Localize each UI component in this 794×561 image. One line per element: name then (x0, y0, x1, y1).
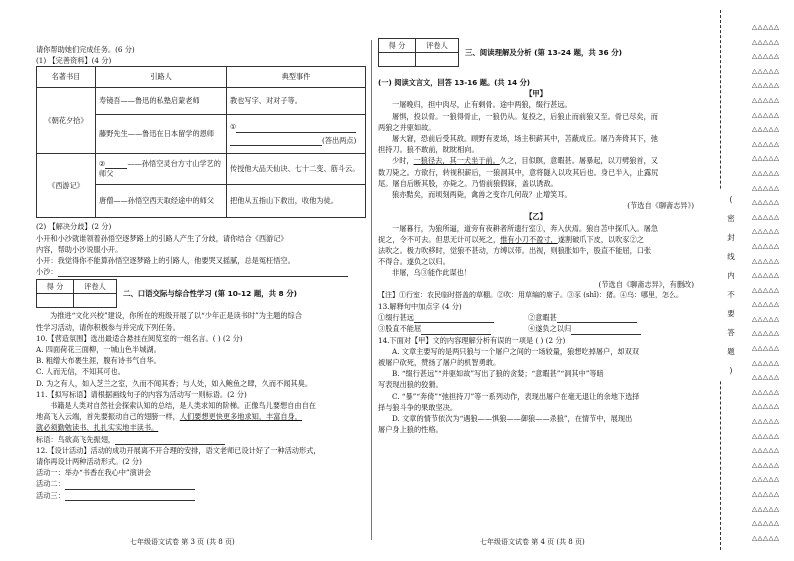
book-cell: 《西游记》 (37, 154, 96, 218)
guide-cell: 唐僧——孙悟空西天取经途中的师父 (96, 185, 227, 218)
option-c: C. 人而无信，不知其可也。 (36, 367, 125, 377)
section-3-header (378, 38, 694, 67)
q14-option-a: A. 文章主要写的是两只狼与一个屠户之间的一场较量，狼想吃掉屠户，却双双 (392, 346, 639, 356)
underlined-text: 惟有小刀不盈寸， (500, 234, 558, 244)
event-cell: 传授他大品天仙诀、七十二变、筋斗云。 (227, 154, 366, 185)
right-column (378, 40, 694, 436)
section-2-intro: 为推进“文化兴校”建设，你所在的班级开展了以“少年正是读书时”为主题的综合 (50, 311, 302, 321)
passage-yi-p1: 法吹之。极力吹移时，觉狼不甚动，方缚以带。出视，则狼胀如牛，股直不能屈，口张 (378, 246, 652, 256)
table-header: 典型事件 (227, 67, 366, 88)
intro-text: 请你帮助她们完成任务。(6 分) (36, 45, 135, 54)
score-cell[interactable] (37, 294, 74, 308)
triangle-row: △△△△△ (752, 533, 780, 542)
event-cell (227, 115, 366, 154)
grader-label: 评卷人 (416, 39, 459, 53)
triangle-row: △△△△△ (752, 23, 780, 31)
passage-jia-p4: 尾。屠自后断其股，亦毙之。乃悟前狼假寐，盖以诱敌。 (378, 178, 558, 188)
triangle-row: △△△△△ (752, 37, 780, 46)
question-13-row (378, 312, 694, 323)
annotation-note: 【注】①行室：农民临时搭盖的草棚。②吹：用草编的席子。③豕 (shǐ)：猪。④乌：哪里，怎么。 (378, 290, 684, 299)
triangle-row: △△△△△ (752, 95, 780, 104)
score-cell[interactable] (379, 53, 416, 67)
question-11: 11.【拟写标语】请根据画线句子的内容为活动写一则标语。(2 分) (36, 389, 247, 399)
triangle-row: △△△△△ (752, 125, 780, 134)
passage-jia-p2: 屠惧，投以骨。一狼得骨止，一狼仍从。复投之，后狼止而前狼又至。骨已尽矣，而 (392, 111, 658, 121)
score-label: 得 分 (37, 280, 74, 294)
triangle-row: △△△△△ (752, 314, 780, 323)
answer-blank[interactable] (421, 326, 491, 335)
answer-mark: ① (230, 122, 237, 132)
column-divider (371, 40, 372, 540)
question-10: 10.【营造氛围】选出最适合悬挂在阅览室的一组名言。( ) (2 分) (36, 333, 243, 343)
question-12-text: 请你再设计两种活动形式。(2 分) (36, 457, 142, 467)
grader-cell[interactable] (74, 294, 117, 308)
q13-item: ②意暇甚 (528, 313, 557, 323)
triangle-row: △△△△△ (752, 504, 780, 513)
event-cell: 把他从五指山下救出，收他为徒。 (227, 185, 366, 218)
question-11-text: 书籍是人类对自然社会探索认知的总结，是人类求知的阶梯。正像鸟儿要想自由自在 (50, 401, 316, 411)
triangle-row: △△△△△ (752, 358, 780, 367)
score-box (378, 38, 459, 67)
slogan-example: 标语：鸟欲高飞先振翅， (36, 434, 116, 444)
triangle-row: △△△△△ (752, 110, 780, 119)
passage-jia-label: 【甲】 (525, 89, 547, 99)
triangle-row: △△△△△ (752, 52, 780, 61)
section-2-intro: 性学习活动，请你积极参与并完成下列任务。 (36, 322, 180, 332)
text-span: 遂割破爪下皮，以吹豕②之 (557, 234, 644, 244)
triangle-row: △△△△△ (752, 227, 780, 236)
binding-strip (712, 0, 794, 561)
triangle-row: △△△△△ (752, 446, 780, 455)
event-cell: 教也写字、对对子等。 (227, 88, 366, 115)
passage-yi-source: (节选自《聊斋志异》，有删改) (598, 279, 694, 289)
activity-3: 活动三： (36, 490, 65, 500)
triangle-row: △△△△△ (752, 431, 780, 440)
triangle-row: △△△△△ (752, 285, 780, 294)
question-14: 14.下面对【甲】文的内容理解分析有误的一项是 ( ) (2 分) (378, 335, 566, 345)
passage-jia-p1: 一屠晚归，担中肉尽，止有剩骨。途中两狼，缀行甚远。 (392, 100, 572, 110)
table-header: 名著书目 (37, 67, 96, 88)
sub-task-2-text: 小开和小沙就谁领着孙悟空逐梦路上的引路人产生了分歧，请你结合《西游记》 (36, 233, 288, 243)
passage-jia-p3: 担持刀。狼不敢前，眈眈相向。 (378, 145, 479, 155)
triangle-row: △△△△△ (752, 212, 780, 221)
table-header-row (37, 67, 366, 88)
underlined-text: 人们要想更快更多地求知，丰富自身， (179, 412, 302, 422)
seal-char: ( (729, 195, 733, 204)
option-b: B. 粗缯大布裹生涯，腹有诗书气自华。 (36, 356, 161, 366)
seal-char: 封 (727, 233, 735, 242)
slogan-row (36, 434, 366, 445)
answer-blank[interactable] (236, 124, 356, 133)
grader-label: 评卷人 (74, 280, 117, 294)
q14-option-d: 屠户身上狼的性格。 (378, 425, 443, 435)
guide-cell: 藤野先生——鲁迅在日本留学的恩师 (96, 115, 227, 154)
passage-yi-label: 【乙】 (525, 212, 547, 222)
passage-jia-p2: 两狼之并驱如故。 (378, 122, 436, 132)
q13-item: ④遂负之以归 (528, 324, 572, 334)
triangle-row: △△△△△ (752, 344, 780, 353)
table-row (37, 88, 366, 115)
triangle-row: △△△△△ (752, 81, 780, 90)
triangle-row: △△△△△ (752, 241, 780, 250)
triangle-row: △△△△△ (752, 154, 780, 163)
q14-option-d: D. 文章的情节依次为“遇狼——惧狼——御狼——杀狼”，在情节中，展现出 (392, 414, 633, 424)
triangle-row: △△△△△ (752, 66, 780, 75)
option-a: A. 四面荷花三面柳，一城山色半城湖。 (36, 345, 161, 355)
seal-char: 要 (727, 309, 735, 318)
triangle-row: △△△△△ (752, 519, 780, 528)
answer-blank[interactable] (230, 137, 322, 146)
underlined-text: 就必须勤勉读书、扎扎实实地丰读书。 (36, 423, 159, 433)
section-2-header (36, 279, 366, 308)
part-1-title: (一) 阅读文言文，回答 13-16 题。(共 14 分) (378, 78, 531, 87)
passage-jia-source: (节选自《聊斋志异》) (627, 201, 694, 211)
dialogue-kai: 小开：我觉得你不能算孙悟空逐梦路上的引路人，他要哭又摇腻，总是冤枉悟空。 (36, 256, 295, 266)
guide-cell: 寿镜吾——鲁迅的私塾启蒙老师 (96, 88, 227, 115)
seal-char: 内 (727, 271, 735, 280)
section-3-title: 三、阅读理解及分析 (第 13-24 题，共 36 分) (465, 47, 623, 57)
passage-jia-p5: 狼亦黠矣，而顷刻两毙，禽兽之变诈几何哉？止增笑耳。 (392, 190, 572, 200)
page-footer-left: 七年级语文试卷 第 3 页 (共 8 页) (130, 538, 235, 546)
answer-blank[interactable] (571, 326, 641, 335)
activity-2-row (36, 478, 366, 489)
answer-blank[interactable] (65, 481, 195, 490)
answer-hint: (答出两点) (322, 135, 357, 145)
passage-yi-p2: 非屠，乌③能作此谋也！ (392, 268, 472, 278)
text-span: 捉之，令不可去。但思无计可以死之， (378, 234, 501, 244)
passage-jia-p4 (378, 155, 694, 166)
text-span: 久之，目似瞑，意暇甚。屠暴起，以刀劈狼首，又 (499, 156, 658, 166)
answer-blank[interactable] (105, 160, 127, 169)
triangle-row: △△△△△ (752, 490, 780, 498)
answer-blank[interactable] (65, 492, 195, 501)
triangle-row: △△△△△ (752, 402, 780, 411)
section-2-title: 二、口语交际与综合性学习 (第 10-12 题，共 8 分) (123, 289, 298, 299)
q14-option-c: 择与狼斗争的果敢坚决。 (378, 402, 458, 412)
triangle-row: △△△△△ (752, 329, 780, 338)
passage-yi-p1 (378, 234, 694, 245)
triangle-row: △△△△△ (752, 271, 780, 280)
dialogue-sha: 小沙： (36, 267, 58, 277)
triangle-row: △△△△△ (752, 198, 780, 207)
sub-task-2-text: 内容，帮助小沙说服小开。 (36, 244, 123, 254)
triangle-row: △△△△△ (752, 168, 780, 177)
book-cell: 《朝花夕拾》 (37, 88, 96, 154)
underlined-text: 一狼径去，其一犬坐于前。 (413, 156, 500, 166)
triangle-row: △△△△△ (752, 139, 780, 148)
option-d: D. 为之有人，如入芝兰之室，久而不闻其香；与人处，如入鲍鱼之肆，久而不闻其臭。 (36, 378, 313, 388)
triangle-row: △△△△△ (752, 300, 780, 309)
guide-text: ——孙悟空灵台方寸山学艺的师父 (99, 158, 221, 179)
passage-jia-p3: 屠大窘，恐前后受其敌。顾野有麦场，场主积薪其中，苫蔽成丘。屠乃奔倚其下，弛 (392, 134, 658, 144)
question-12: 12.【设计活动】活动的成功开展离不开合理的安排，语文老师已设计好了一种活动形式， (36, 445, 321, 455)
left-column (36, 44, 366, 501)
score-box (36, 279, 117, 308)
triangle-row: △△△△△ (752, 460, 780, 469)
activity-2: 活动二： (36, 479, 65, 489)
triangle-row: △△△△△ (752, 183, 780, 192)
answer-blank[interactable] (58, 268, 348, 277)
passage-jia-p4: 数刀毙之。方欲行，转视积薪后，一狼洞其中，意将隧入以攻其后也。身已半入，止露尻 (378, 167, 659, 177)
table-header: 引路人 (96, 67, 227, 88)
passage-yi-p1: 不得合。遂负之以归。 (378, 257, 450, 267)
sub-task-2: (2) 【解决分歧】(2 分) (36, 222, 112, 232)
triangle-row: △△△△△ (752, 256, 780, 265)
q14-option-b: 写表现出狼的狡猾。 (378, 380, 443, 390)
triangle-pattern (752, 20, 792, 545)
triangle-row: △△△△△ (752, 417, 780, 426)
q14-option-b: B. “缀行甚远”“并驱如故”写出了狼的贪婪；“意暇甚”“洞其中”等暗 (392, 369, 604, 379)
question-13-row (378, 323, 694, 334)
seal-char: 线 (727, 252, 735, 261)
grader-cell[interactable] (416, 53, 459, 67)
seal-line-label (719, 190, 743, 380)
q14-option-c: C. “暴”“奔倚”“弛担持刀”等一系列动作，表现出屠户在毫无退让的余地下选择 (392, 391, 640, 401)
guide-cell (96, 154, 227, 185)
sub-task-1: (1) 【完善资料】(4 分) (36, 56, 112, 66)
triangle-row: △△△△△ (752, 373, 780, 382)
answer-blank[interactable] (115, 436, 225, 445)
text-span: 地高飞入云端，首先要振动自己的翅膀一样， (36, 412, 180, 422)
answer-blank[interactable] (414, 314, 494, 323)
seal-char: 密 (727, 214, 735, 223)
question-13: 13.解释句中加点字 (4 分) (378, 302, 462, 312)
triangle-row: △△△△△ (752, 387, 780, 396)
answer-blank[interactable] (557, 314, 637, 323)
seal-char: ) (729, 366, 733, 375)
seal-char: 题 (727, 347, 735, 356)
passage-yi-p1: 一屠暮行，为狼所逼，道旁有夜耕者所遗行室①，奔入伏焉。狼自苫中探爪入。屠急 (392, 223, 658, 233)
score-label: 得 分 (379, 39, 416, 53)
text-span: 少时， (392, 156, 414, 166)
dialogue-sha-row (36, 266, 366, 277)
activity-1: 活动一：举办“书香在我心中”演讲会 (36, 468, 152, 478)
triangle-row: △△△△△ (752, 475, 780, 484)
reading-table (36, 66, 366, 218)
question-11-text (36, 411, 366, 422)
seal-char: 答 (727, 328, 735, 337)
activity-3-row (36, 490, 366, 501)
q13-item: ①缀行甚远 (378, 313, 414, 323)
q13-item: ③股直不能屈 (378, 324, 422, 334)
page-footer-right: 七年级语文试卷 第 4 页 (共 8 页) (480, 538, 585, 546)
q14-option-a: 被屠户砍死，赞扬了屠户的机智勇敢。 (378, 358, 501, 368)
seal-char: 不 (727, 290, 735, 299)
answer-mark: ② (99, 158, 106, 168)
table-row (37, 154, 366, 185)
